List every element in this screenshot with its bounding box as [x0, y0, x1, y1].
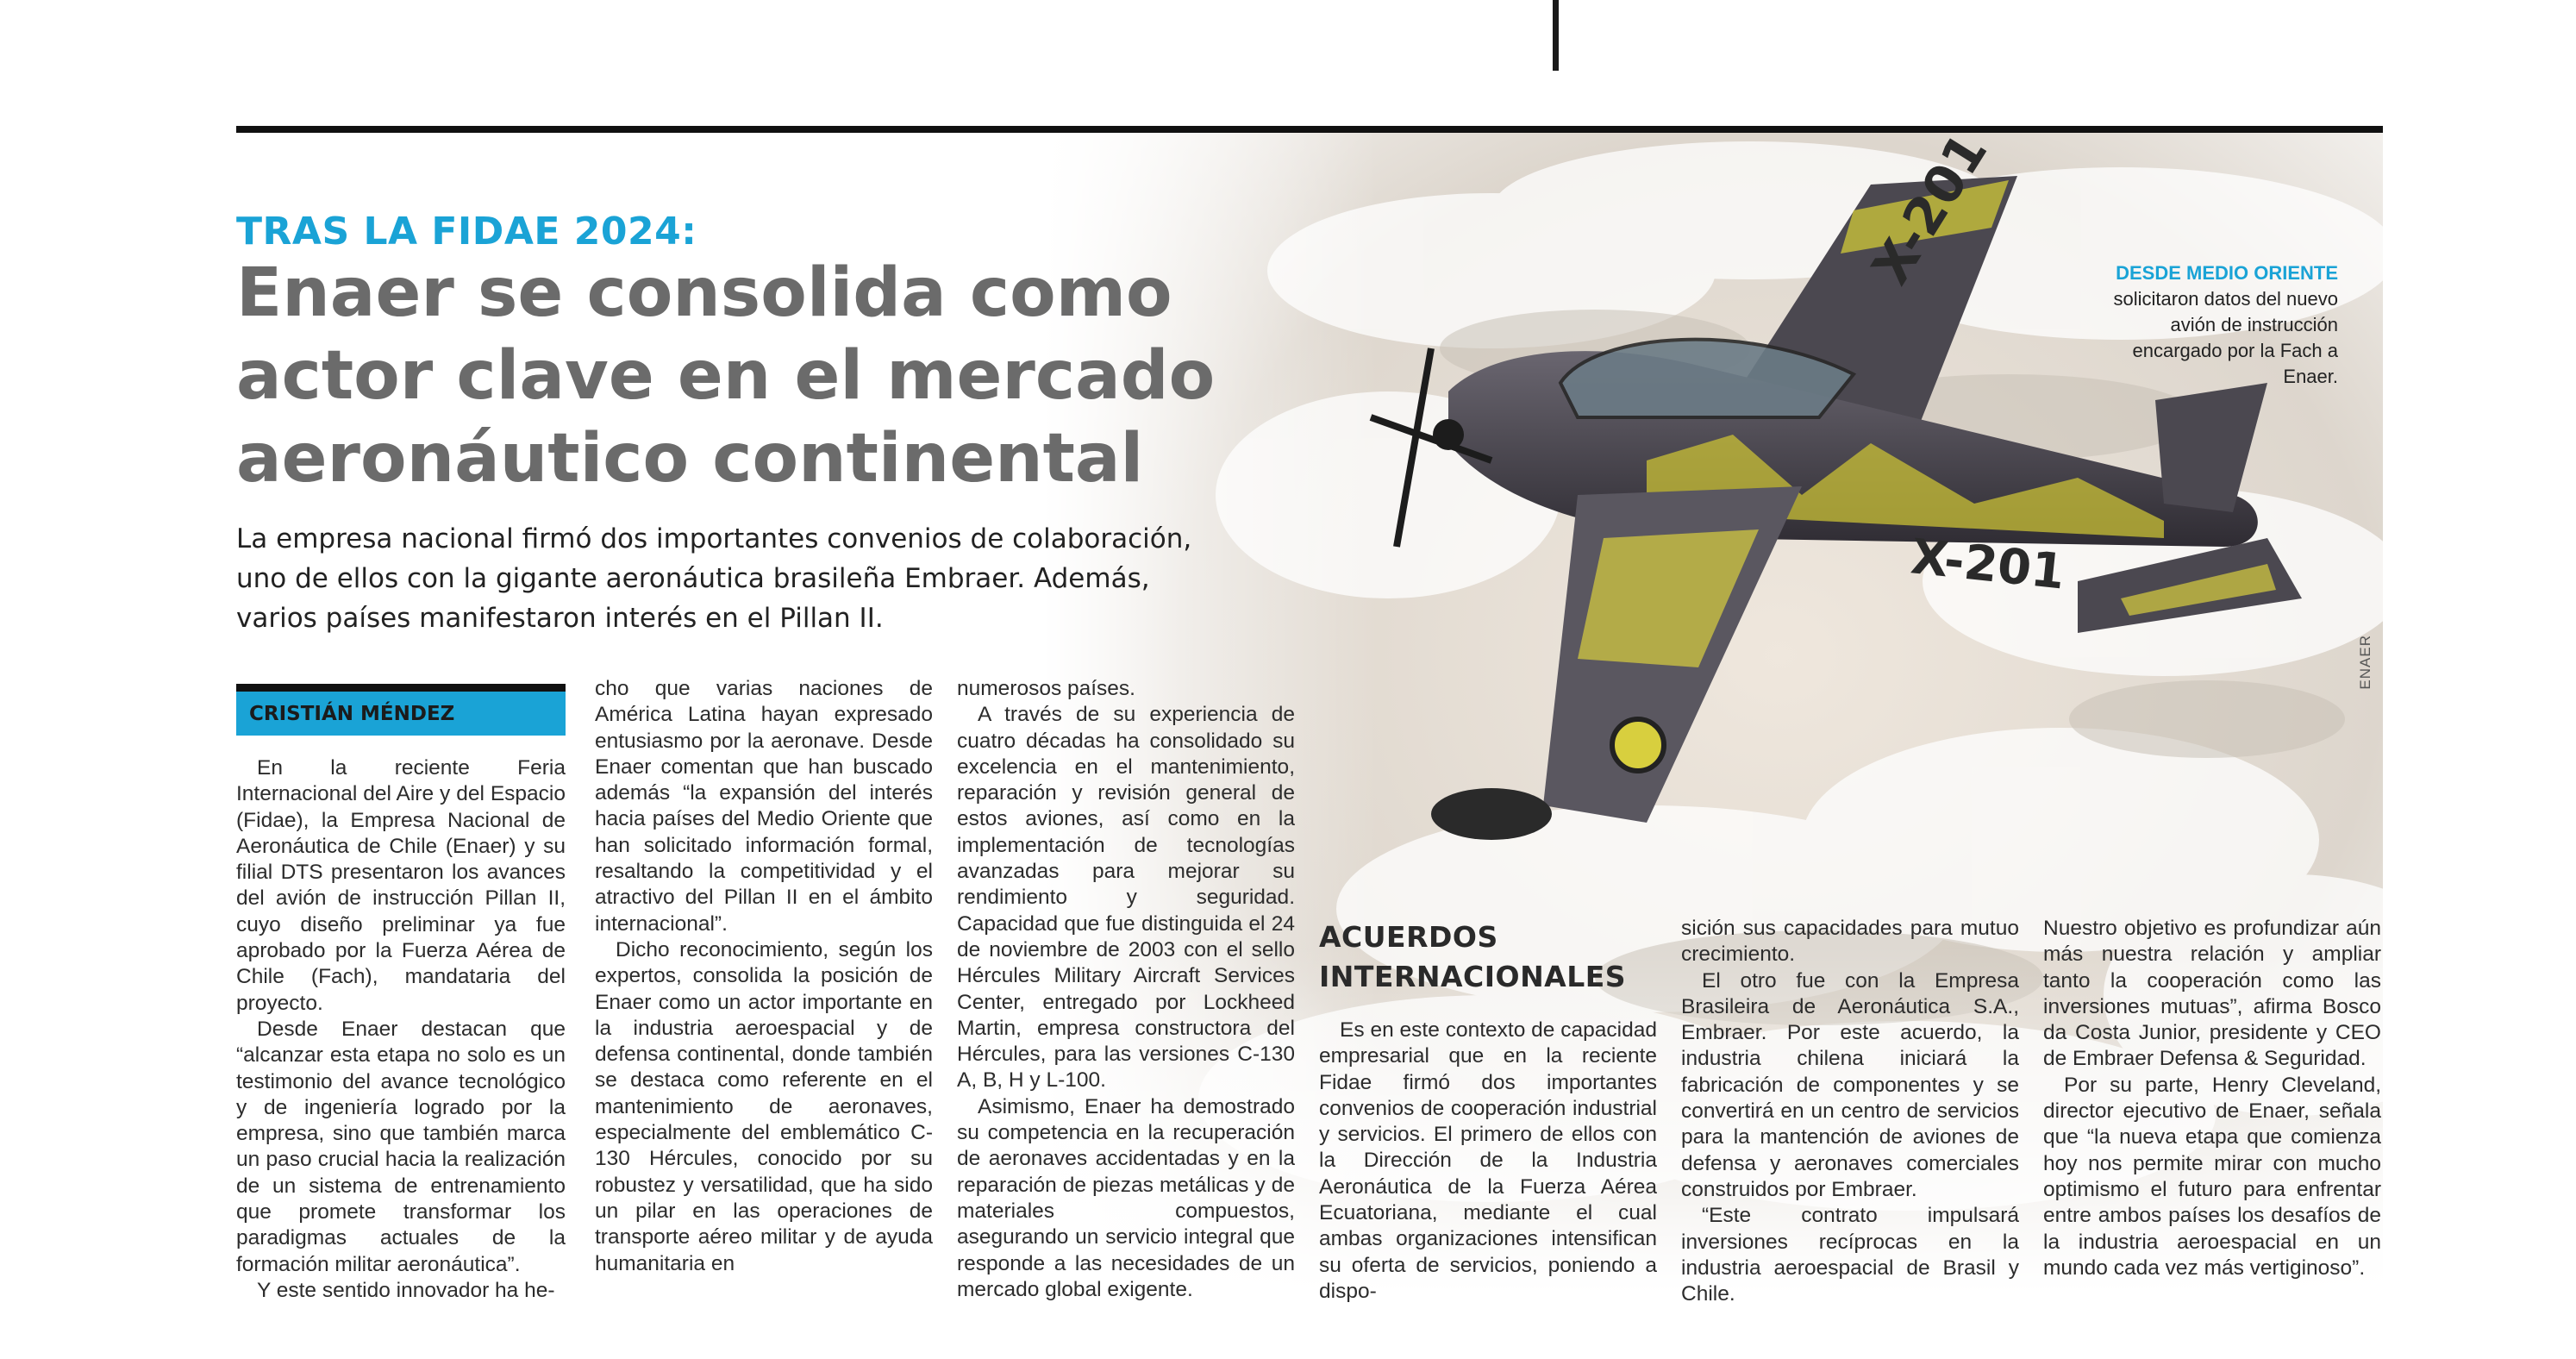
paragraph: Y este sentido innovador ha he- — [257, 1278, 555, 1302]
column-5 — [1681, 916, 2019, 1307]
paragraph: A través de su experiencia de cuatro décadas ha consolidado su excelencia en el mantenimiento, reparación y revisión general de estos aviones, así como en la implementación de tecnologías avanzadas para mejorar su rendimiento y seguridad. Capacidad que fue distinguida el 24 de noviembre de 2003 con el sello Hércules Military Aircraft Services Center, entregado por Lockheed Martin, empresa constructora del Hércules, para las versiones C-130 A, B, H y L-100. — [957, 703, 1295, 1093]
photo-caption — [2112, 260, 2338, 390]
column-2 — [595, 676, 933, 1277]
author-name: CRISTIÁN MÉNDEZ — [249, 703, 455, 725]
caption-text: solicitaron datos del nuevo avión de instrucción encargado por la Fach a Enaer. — [2113, 288, 2338, 387]
photo-credit: ENAER — [2357, 635, 2373, 690]
paragraph: numerosos países. — [957, 677, 1135, 700]
paragraph: Es en este contexto de capacidad empresarial que en la reciente Fidae firmó dos importantes convenios de cooperación industrial y servicios. El primero de ellos con la Dirección de la Industria Aeronáutica de la Fuerza Aérea Ecuatoriana, mediante el cual ambas organizaciones intensifican su oferta de servicios, poniendo a dispo- — [1319, 1018, 1657, 1303]
column-3 — [957, 676, 1295, 1303]
paragraph: Dicho reconocimiento, según los expertos, consolida la posición de Enaer como un actor importante en la industria aeroespacial y de defensa continental, donde también se destaca como referente en el mantenimiento de aeronaves, especialmente del emblemático C-130 Hércules, conocido por su robustez y versatilidad, que ha sido un pilar en las operaciones de transporte aéreo militar y de ayuda humanitaria en — [595, 937, 933, 1275]
paragraph: sición sus capacidades para mutuo crecimiento. — [1681, 917, 2019, 967]
byline — [236, 684, 566, 739]
paragraph: cho que varias naciones de América Latina hayan expresado entusiasmo por la aeronave. Desde Enaer comentan que han buscado además “la expansión del interés hacia países del Medio Oriente que han solicitado información formal, resaltando la competitividad y el atractivo del Pillan II en el ámbito internacional”. — [595, 677, 933, 936]
paragraph: El otro fue con la Empresa Brasileira de Aeronáutica S.A., Embraer. Por este acuerdo, la industria chilena iniciará la fabricación de componentes y se convertirá en un centro de servicios para la mantención de aviones de defensa y aeronaves comerciales construidos por Embraer. — [1681, 968, 2019, 1201]
caption-lead: DESDE MEDIO ORIENTE — [2116, 262, 2338, 284]
headline: Enaer se consolida como actor clave en el mercado aeronáutico continental — [236, 254, 1216, 498]
deck: La empresa nacional firmó dos importantes convenios de colaboración, uno de ellos con la gigante aeronáutica brasileña Embraer. Además, varios países manifestaron interés en el Pillan II. — [236, 523, 1192, 634]
paragraph: En la reciente Feria Internacional del Aire y del Espacio (Fidae), la Empresa Nacional de Aeronáutica de Chile (Enaer) y su filial DTS presentaron los avances del avión de instrucción Pillan II, cuyo diseño preliminar ya fue aprobado por la Fuerza Aérea de Chile (Fach), mandataria del proyecto. — [236, 756, 566, 1015]
kicker: TRAS LA FIDAE 2024: — [236, 210, 697, 254]
byline-rule — [236, 684, 566, 692]
paragraph: Nuestro objetivo es profundizar aún más nuestra relación y ampliar tanto la cooperación como las inversiones mutuas”, afirma Bosco da Costa Junior, presidente y CEO de Embraer Defensa & Seguridad. — [2043, 917, 2381, 1071]
paragraph: Por su parte, Henry Cleveland, director ejecutivo de Enaer, señala que “la nueva etapa que comienza hoy nos permite mirar con mucho optimismo el futuro para enfrentar entre ambos países los desafíos de la industria aeroespacial en un mundo cada vez más vertiginoso”. — [2043, 1073, 2381, 1280]
column-1 — [236, 755, 566, 1304]
column-4 — [1319, 1018, 1657, 1305]
paragraph: “Este contrato impulsará inversiones recíprocas en la industria aeroespacial de Brasil y Chile. — [1681, 1204, 2019, 1306]
column-6 — [2043, 916, 2381, 1281]
paragraph: Desde Enaer destacan que “alcanzar esta etapa no solo es un testimonio del avance tecnológico y de ingeniería logrado por la empresa, sino que también marca un paso crucial hacia la realización de un sistema de entrenamiento que promete transformar los paradigmas actuales de la formación militar aeronáutica”. — [236, 1017, 566, 1276]
paragraph: Asimismo, Enaer ha demostrado su competencia en la recuperación de aeronaves accidentadas y en la reparación de piezas metálicas y de materiales compuestos, asegurando un servicio integral que responde a las necesidades de un mercado global exigente. — [957, 1094, 1295, 1301]
page-fold-line — [1553, 0, 1559, 71]
top-rule — [236, 126, 2383, 133]
section-heading: ACUERDOS INTERNACIONALES — [1319, 920, 1627, 993]
